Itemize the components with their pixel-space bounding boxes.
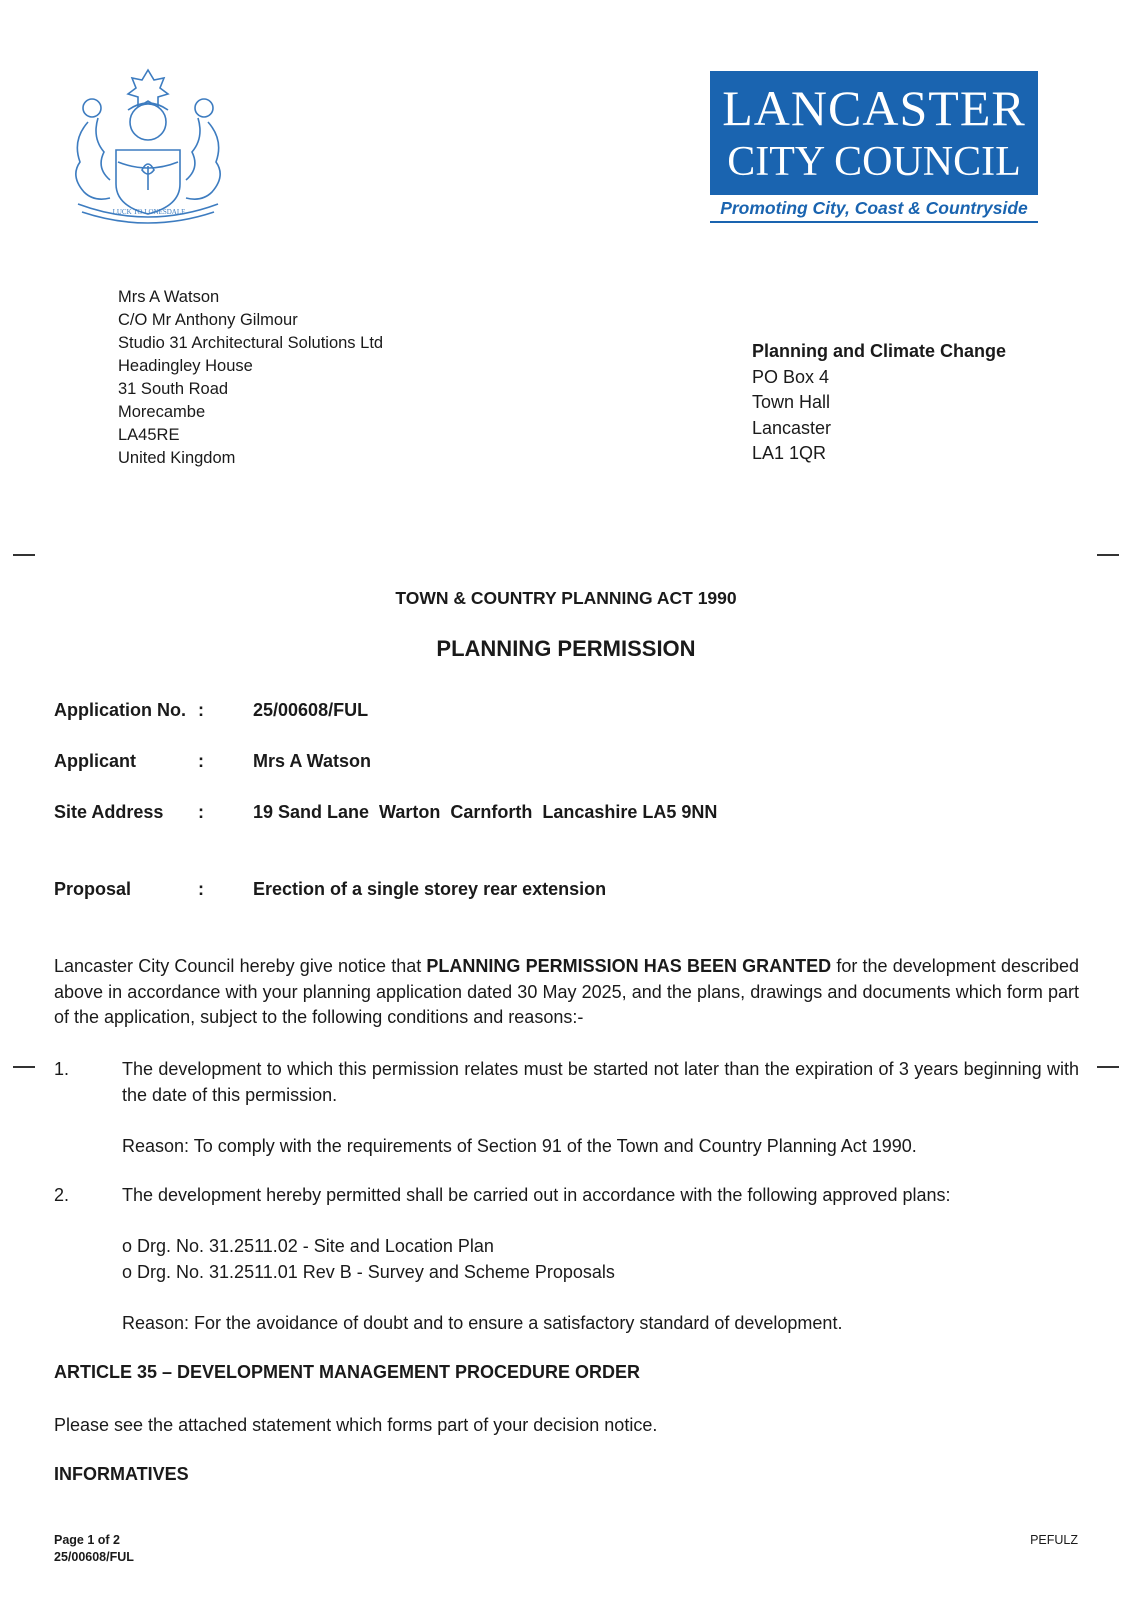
council-crest-logo xyxy=(58,62,238,230)
footer-reference: 25/00608/FUL xyxy=(54,1550,134,1564)
tagline-underline xyxy=(710,221,1038,223)
sender-line: Town Hall xyxy=(752,392,831,412)
condition-number: 1. xyxy=(54,1059,70,1079)
informatives-heading: INFORMATIVES xyxy=(54,1464,189,1484)
article35-text: Please see the attached statement which forms part of your decision notice. xyxy=(54,1415,658,1435)
field-value-proposal: Erection of a single storey rear extension xyxy=(253,879,607,899)
field-label-proposal: Proposal xyxy=(54,879,132,899)
field-colon: : xyxy=(198,802,204,822)
field-colon: : xyxy=(198,700,204,720)
fold-mark-right xyxy=(1097,554,1119,556)
field-colon: : xyxy=(198,751,204,771)
condition-reason: Reason: To comply with the requirements of Section 91 of the Town and Country Planning Act 1990. xyxy=(122,1136,917,1156)
recipient-line: Mrs A Watson xyxy=(118,288,220,306)
field-value-applicant: Mrs A Watson xyxy=(253,751,372,771)
approved-plan-item: o Drg. No. 31.2511.02 - Site and Location Plan xyxy=(122,1236,494,1256)
sender-department: Planning and Climate Change xyxy=(752,341,1007,361)
council-name-line2: CITY COUNCIL xyxy=(727,139,1021,185)
notice-text-after: for the development described above in accordance with your planning application dated 30 May 2025, and the plans, drawings and documents which form part of the application, subject to the following conditions and reasons:- xyxy=(54,956,1079,1027)
condition-text: The development hereby permitted shall be carried out in accordance with the following approved plans: xyxy=(122,1185,951,1205)
field-label-site-address: Site Address xyxy=(54,802,164,822)
council-name-line1: LANCASTER xyxy=(722,80,1026,136)
field-label-application-no: Application No. xyxy=(54,700,186,720)
sender-address xyxy=(752,339,1006,467)
condition-text: The development to which this permission relates must be started not later than the expiration of 3 years beginning with the date of this permission. xyxy=(122,1059,1079,1105)
sender-line: Lancaster xyxy=(752,417,832,438)
fold-mark-right xyxy=(1097,1066,1119,1068)
recipient-line: Headingley House xyxy=(118,357,253,375)
fold-mark-left xyxy=(13,1066,35,1068)
recipient-address xyxy=(118,286,383,470)
recipient-line: 31 South Road xyxy=(118,380,229,398)
field-label-applicant: Applicant xyxy=(54,751,137,771)
recipient-line: C/O Mr Anthony Gilmour xyxy=(118,311,298,329)
notice-paragraph xyxy=(54,954,1079,1031)
sender-line: LA1 1QR xyxy=(752,443,827,463)
footer-block xyxy=(54,1532,134,1566)
notice-granted-emphasis: PLANNING PERMISSION HAS BEEN GRANTED xyxy=(426,956,832,976)
notice-text-before: Lancaster City Council hereby give notice that xyxy=(54,956,427,976)
council-tagline: Promoting City, Coast & Countryside xyxy=(720,198,1028,218)
condition-number: 2. xyxy=(54,1185,70,1205)
article35-heading: ARTICLE 35 – DEVELOPMENT MANAGEMENT PROCEDURE ORDER xyxy=(54,1362,641,1382)
footer-code: PEFULZ xyxy=(1030,1533,1078,1547)
recipient-line: LA45RE xyxy=(118,426,180,444)
sender-line: PO Box 4 xyxy=(752,366,830,387)
recipient-line: Morecambe xyxy=(118,403,206,421)
document-title: PLANNING PERMISSION xyxy=(436,636,696,661)
field-value-site-address: 19 Sand Lane Warton Carnforth Lancashire LA5 9NN xyxy=(253,802,718,822)
recipient-line: United Kingdom xyxy=(118,449,236,467)
recipient-line: Studio 31 Architectural Solutions Ltd xyxy=(118,334,384,352)
field-colon: : xyxy=(198,879,204,899)
act-title: TOWN & COUNTRY PLANNING ACT 1990 xyxy=(395,588,737,608)
page-number: Page 1 of 2 xyxy=(54,1533,120,1547)
crest-motto: LUCK TO LONESDALE xyxy=(112,208,186,216)
field-value-application-no: 25/00608/FUL xyxy=(253,700,369,720)
fold-mark-left xyxy=(13,554,35,556)
condition-reason: Reason: For the avoidance of doubt and to ensure a satisfactory standard of development. xyxy=(122,1313,843,1333)
approved-plan-item: o Drg. No. 31.2511.01 Rev B - Survey and Scheme Proposals xyxy=(122,1262,615,1282)
